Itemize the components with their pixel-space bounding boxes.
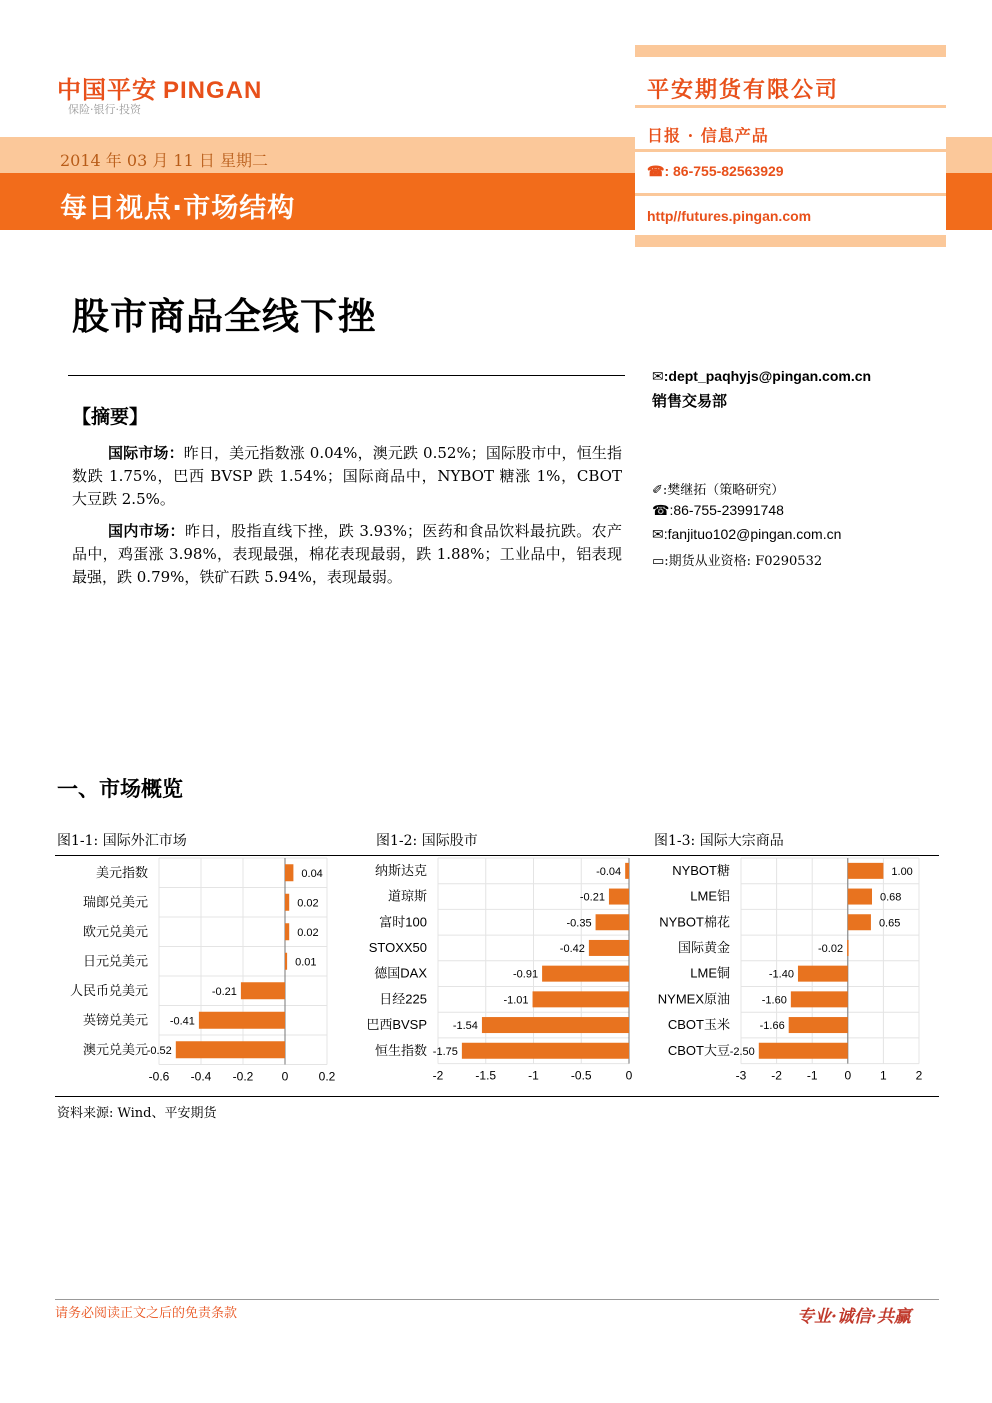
category-label: 富时100 <box>379 914 427 930</box>
tick-label: 2 <box>915 1068 923 1083</box>
report-type: 日报 · 信息产品 <box>647 126 769 145</box>
data-label: -1.01 <box>503 994 529 1007</box>
bar <box>285 864 293 881</box>
tick-label: -0.4 <box>190 1069 212 1084</box>
series-title: 每日视点·市场结构 <box>60 193 296 224</box>
category-label: LME铝 <box>690 888 730 904</box>
bar <box>285 894 289 911</box>
analyst-phone-text: :86-755-23991748 <box>669 502 784 518</box>
data-label: -0.21 <box>579 891 605 904</box>
bar <box>789 1017 848 1033</box>
fig3-title: 图1-3: 国际大宗商品 <box>654 833 784 849</box>
analyst-name-text: :樊继拓（策略研究） <box>662 483 785 498</box>
data-label: -2.50 <box>729 1045 755 1058</box>
envelope-icon: ✉ <box>652 368 664 384</box>
tick-label: -0.5 <box>570 1068 592 1083</box>
book-icon: ▭ <box>652 554 665 569</box>
bar <box>241 982 285 999</box>
data-label: -0.41 <box>169 1015 195 1028</box>
tick-label: -2 <box>771 1068 782 1083</box>
category-label: CBOT玉米 <box>667 1017 730 1033</box>
data-label: -1.60 <box>761 994 787 1007</box>
category-label: 德国DAX <box>374 965 427 981</box>
tick-label: 0 <box>625 1068 633 1083</box>
tick-label: 0 <box>281 1069 289 1084</box>
data-label: 0.02 <box>297 926 319 939</box>
bar <box>848 914 871 930</box>
category-label: STOXX50 <box>368 939 427 955</box>
category-label: 欧元兑美元 <box>82 923 148 939</box>
bar <box>533 991 629 1007</box>
bar <box>542 966 629 982</box>
data-label: 0.04 <box>301 867 323 880</box>
data-label: -0.35 <box>566 917 592 930</box>
category-label: NYBOT棉花 <box>659 914 730 930</box>
domestic-text: 昨日，股指直线下挫，跌 3.93%；医药和食品饮料最抗跌。农产品中，鸡蛋涨 3.98%，表现最强，棉花表现最弱，跌 1.88%；工业品中，铝表现最强，跌 0.79%，铁矿石跌 5.94%，表现最弱。 <box>72 522 622 586</box>
data-source: 资料来源: Wind、平安期货 <box>57 1106 217 1121</box>
tick-label: -1 <box>806 1068 818 1083</box>
category-label: NYBOT糖 <box>672 862 730 878</box>
domestic-label: 国内市场： <box>108 522 185 540</box>
category-label: 英镑兑美元 <box>82 1012 148 1028</box>
logo-en-text: PINGAN <box>163 77 263 104</box>
dept-email-text: :dept_paqhyjs@pingan.com.cn <box>663 368 872 384</box>
data-label: -1.40 <box>768 968 794 981</box>
bar <box>791 991 848 1007</box>
data-label: -0.42 <box>559 942 585 955</box>
data-label: 0.68 <box>880 891 902 904</box>
analyst-email-text: :fanjituo102@pingan.com.cn <box>663 526 842 542</box>
fig2-title: 图1-2: 国际股市 <box>376 833 478 849</box>
tick-label: 0.2 <box>318 1069 336 1084</box>
category-label: 巴西BVSP <box>366 1017 427 1033</box>
pen-icon: ✐ <box>652 483 663 498</box>
category-label: LME铜 <box>690 965 730 981</box>
tick-label: -3 <box>735 1068 747 1083</box>
bar <box>848 889 872 905</box>
footer-rule <box>55 1299 939 1300</box>
tick-label: -1.5 <box>475 1068 497 1083</box>
company-url[interactable]: http//futures.pingan.com <box>647 208 812 224</box>
bar <box>759 1043 848 1059</box>
phone-number: 86-755-82563929 <box>673 163 784 179</box>
bar <box>589 940 629 956</box>
data-label: -1.54 <box>452 1020 478 1033</box>
tick-label: -1 <box>528 1068 539 1083</box>
bar <box>176 1041 285 1058</box>
bar <box>199 1012 285 1029</box>
dept-name: 销售交易部 <box>652 392 728 410</box>
company-phone: ☎: 86-755-82563929 <box>647 163 784 179</box>
category-label: 日元兑美元 <box>82 953 148 969</box>
bar <box>482 1017 629 1033</box>
tick-label: -2 <box>432 1068 444 1083</box>
category-label: 澳元兑美元 <box>82 1041 148 1057</box>
envelope-icon: ✉ <box>652 526 664 542</box>
footer-slogan: 专业·诚信·共赢 <box>797 1307 911 1327</box>
category-label: CBOT大豆 <box>667 1042 730 1058</box>
category-label: 日经225 <box>379 991 427 1007</box>
footer-disclaimer[interactable]: 请务必阅读正文之后的免责条款 <box>55 1306 238 1321</box>
category-label: 国际黄金 <box>677 939 730 955</box>
fig1-title: 图1-1: 国际外汇市场 <box>57 833 187 849</box>
analyst-license-text: :期货从业资格: F0290532 <box>664 554 823 569</box>
bar <box>798 966 848 982</box>
data-label: -0.04 <box>596 865 622 878</box>
bar <box>848 863 884 879</box>
data-label: -0.02 <box>818 942 844 955</box>
category-label: 纳斯达克 <box>374 862 427 878</box>
tick-label: -0.2 <box>232 1069 254 1084</box>
category-label: 道琼斯 <box>387 888 427 904</box>
data-label: -0.91 <box>513 968 539 981</box>
category-label: 美元指数 <box>95 864 148 880</box>
section-heading: 一、市场概览 <box>57 777 183 801</box>
bar <box>285 953 287 970</box>
data-label: -0.52 <box>146 1044 172 1057</box>
data-label: 0.65 <box>878 917 901 930</box>
bar <box>609 889 629 905</box>
company-name: 平安期货有限公司 <box>647 77 840 103</box>
bar <box>625 863 629 879</box>
data-label: 0.01 <box>295 956 317 969</box>
summary-heading: 【摘要】 <box>72 406 149 428</box>
tick-label: 1 <box>880 1068 887 1083</box>
data-label: 0.02 <box>297 897 319 910</box>
category-label: 瑞郎兑美元 <box>82 894 148 910</box>
intl-label: 国际市场： <box>108 444 184 462</box>
data-label: -1.75 <box>432 1045 458 1058</box>
phone-icon: ☎ <box>647 163 665 179</box>
category-label: 恒生指数 <box>374 1042 427 1058</box>
page-title: 股市商品全线下挫 <box>72 295 376 338</box>
category-label: NYMEX原油 <box>657 991 730 1007</box>
phone-icon: ☎ <box>652 502 670 518</box>
logo-cn-text: 中国平安 <box>57 76 157 104</box>
intl-text: 昨日，美元指数涨 0.04%，澳元跌 0.52%；国际股市中，恒生指数跌 1.75%，巴西 BVSP 跌 1.54%；国际商品中，NYBOT 糖涨 1%，CBOT 大豆跌 2.5%。 <box>72 444 622 508</box>
logo-tagline: 保险·银行·投资 <box>68 103 141 116</box>
category-label: 人民币兑美元 <box>69 982 148 998</box>
bar <box>285 923 289 940</box>
tick-label: -0.6 <box>148 1069 170 1084</box>
report-date: 2014 年 03 月 11 日 星期二 <box>60 151 268 170</box>
bar <box>462 1043 629 1059</box>
data-label: 1.00 <box>891 865 913 878</box>
bar <box>596 914 629 930</box>
data-label: -0.21 <box>211 985 237 998</box>
tick-label: 0 <box>844 1068 852 1083</box>
bar <box>847 940 849 956</box>
data-label: -1.66 <box>759 1020 785 1033</box>
